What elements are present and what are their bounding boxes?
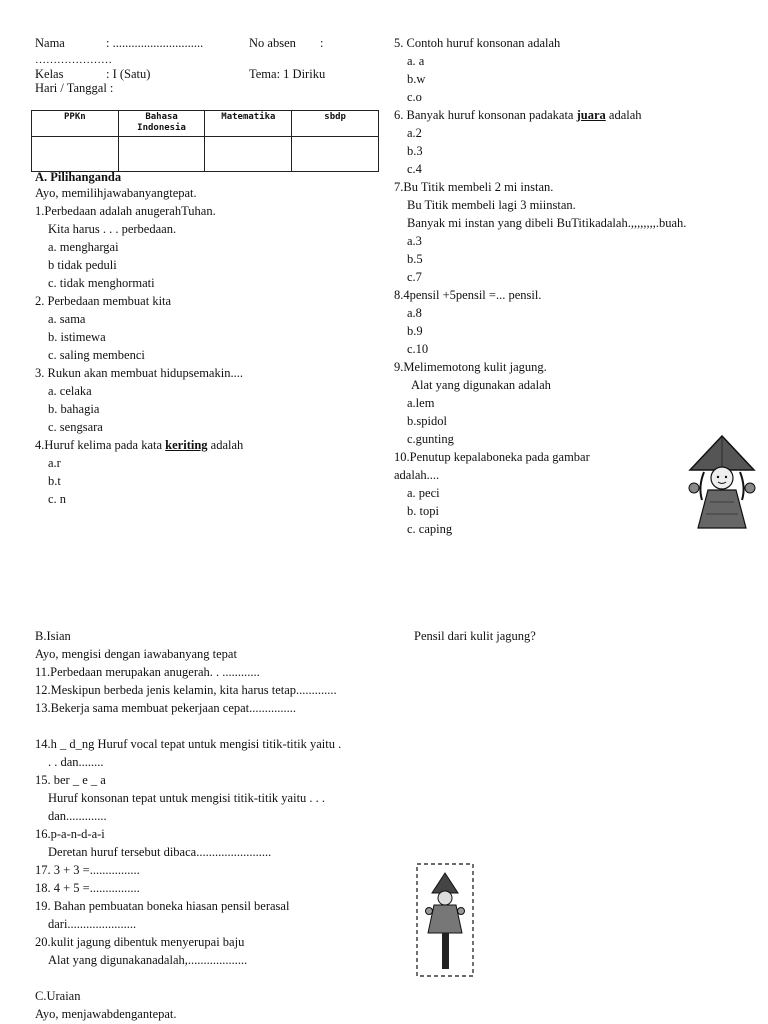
q1-option-b[interactable]: b tidak peduli	[48, 258, 117, 272]
section-b	[35, 627, 341, 1023]
q3-option-b[interactable]: b. bahagia	[48, 402, 100, 416]
q7-option-b[interactable]: b.5	[407, 252, 423, 266]
q2-option-a[interactable]: a. sama	[48, 312, 86, 326]
q8-option-b[interactable]: b.9	[407, 324, 423, 338]
q10-option-a[interactable]: a. peci	[407, 486, 440, 500]
q4-option-c[interactable]: c. n	[48, 492, 67, 506]
nama-label: Nama	[35, 36, 65, 50]
q4-option-b[interactable]: b.t	[48, 474, 61, 488]
subject-ppkn: PPKn	[32, 111, 119, 137]
question-5: 5. Contoh huruf konsonan adalah	[394, 36, 561, 50]
question-1: 1.Perbedaan adalah anugerahTuhan.	[35, 204, 216, 218]
question-18: 18. 4 + 5 =................	[35, 881, 140, 895]
score-cell-bahasa-indonesia[interactable]	[118, 137, 205, 172]
doll-with-caping-illustration	[680, 432, 764, 532]
nama-continuation: …………………	[35, 54, 112, 66]
noabsen-label: No absen	[249, 36, 296, 50]
question-10: 10.Penutup kepalaboneka pada gambar	[394, 450, 590, 464]
section-b-title: B.Isian	[35, 629, 71, 643]
question-6: 6. Banyak huruf konsonan padakata juara adalah	[394, 108, 642, 122]
question-4: 4.Huruf kelima pada kata keriting adalah	[35, 438, 244, 452]
score-cell-sbdp[interactable]	[292, 137, 379, 172]
question-20-line2: Alat yang digunakanadalah,...................	[48, 953, 248, 967]
q5-option-b[interactable]: b.w	[407, 72, 426, 86]
section-a-left	[35, 170, 243, 508]
q3-option-c[interactable]: c. sengsara	[48, 420, 103, 434]
question-7-line3: Banyak mi instan yang dibeli BuTitikadalah.,,,,,,,,.buah.	[407, 216, 687, 230]
corn-husk-pencil-doll-picture	[416, 863, 474, 977]
question-10-line2: adalah....	[394, 468, 440, 482]
subject-sbdp: sbdp	[292, 111, 379, 137]
q7-option-a[interactable]: a.3	[407, 234, 422, 248]
score-cell-matematika[interactable]	[205, 137, 292, 172]
q9-option-b[interactable]: b.spidol	[407, 414, 447, 428]
section-c-title: C.Uraian	[35, 989, 81, 1003]
subject-matematika: Matematika	[205, 111, 292, 137]
pencil-caption: Pensil dari kulit jagung?	[414, 629, 536, 643]
q9-option-a[interactable]: a.lem	[407, 396, 435, 410]
question-3: 3. Rukun akan membuat hidupsemakin....	[35, 366, 243, 380]
q2-option-c[interactable]: c. saling membenci	[48, 348, 145, 362]
nama-value: : .............................	[106, 36, 204, 50]
q8-option-c[interactable]: c.10	[407, 342, 429, 356]
question-15-line3: dan.............	[48, 809, 107, 823]
q10-option-b[interactable]: b. topi	[407, 504, 439, 518]
q6-option-c[interactable]: c.4	[407, 162, 422, 176]
question-14-line2: . . dan........	[48, 755, 104, 769]
question-1-line2: Kita harus . . . perbedaan.	[48, 222, 177, 236]
question-11: 11.Perbedaan merupakan anugerah. . ............	[35, 665, 260, 679]
section-a-title: A. Pilihanganda	[35, 170, 122, 184]
q7-option-c[interactable]: c.7	[407, 270, 422, 284]
question-2: 2. Perbedaan membuat kita	[35, 294, 172, 308]
question-8: 8.4pensil +5pensil =... pensil.	[394, 288, 542, 302]
question-12: 12.Meskipun berbeda jenis kelamin, kita harus tetap.............	[35, 683, 337, 697]
noabsen-value: :	[320, 36, 324, 50]
q1-option-a[interactable]: a. menghargai	[48, 240, 119, 254]
question-13: 13.Bekerja sama membuat pekerjaan cepat...............	[35, 701, 297, 715]
question-9-line2: Alat yang digunakan adalah	[411, 378, 551, 392]
tema: Tema: 1 Diriku	[249, 67, 326, 81]
q10-option-c[interactable]: c. caping	[407, 522, 453, 536]
question-19: 19. Bahan pembuatan boneka hiasan pensil berasal	[35, 899, 290, 913]
question-19-line2: dari......................	[48, 917, 137, 931]
subject-score-table	[31, 110, 379, 172]
question-15: 15. ber _ e _ a	[35, 773, 106, 787]
section-c-instruction: Ayo, menjawabdengantepat.	[35, 1007, 177, 1021]
kelas-value: : I (Satu)	[106, 67, 151, 81]
question-7-line2: Bu Titik membeli lagi 3 miinstan.	[407, 198, 576, 212]
q1-option-c[interactable]: c. tidak menghormati	[48, 276, 155, 290]
q6-option-b[interactable]: b.3	[407, 144, 423, 158]
question-15-line2: Huruf konsonan tepat untuk mengisi titik-titik yaitu . . .	[48, 791, 326, 805]
question-14: 14.h _ d_ng Huruf vocal tepat untuk mengisi titik-titik yaitu .	[35, 737, 342, 751]
q2-option-b[interactable]: b. istimewa	[48, 330, 106, 344]
q5-option-a[interactable]: a. a	[407, 54, 425, 68]
question-17: 17. 3 + 3 =................	[35, 863, 140, 877]
subject-bahasa-indonesia: Bahasa Indonesia	[118, 111, 205, 137]
section-b-instruction: Ayo, mengisi dengan iawabanyang tepat	[35, 647, 237, 661]
q4-keyword: keriting	[165, 438, 208, 452]
question-7: 7.Bu Titik membeli 2 mi instan.	[394, 180, 554, 194]
question-16-line2: Deretan huruf tersebut dibaca........................	[48, 845, 272, 859]
q6-keyword: juara	[576, 108, 606, 122]
question-9: 9.Melimemotong kulit jagung.	[394, 360, 547, 374]
q6-option-a[interactable]: a.2	[407, 126, 422, 140]
q3-option-a[interactable]: a. celaka	[48, 384, 92, 398]
q9-option-c[interactable]: c.gunting	[407, 432, 454, 446]
section-a-right	[394, 34, 686, 538]
question-20: 20.kulit jagung dibentuk menyerupai baju	[35, 935, 245, 949]
question-16: 16.p-a-n-d-a-i	[35, 827, 105, 841]
q5-option-c[interactable]: c.o	[407, 90, 422, 104]
hari-tanggal: Hari / Tanggal :	[35, 81, 114, 95]
q4-option-a[interactable]: a.r	[48, 456, 61, 470]
kelas-label: Kelas	[35, 67, 64, 81]
section-a-instruction: Ayo, memilihjawabanyangtepat.	[35, 186, 197, 200]
score-cell-ppkn[interactable]	[32, 137, 119, 172]
q8-option-a[interactable]: a.8	[407, 306, 422, 320]
